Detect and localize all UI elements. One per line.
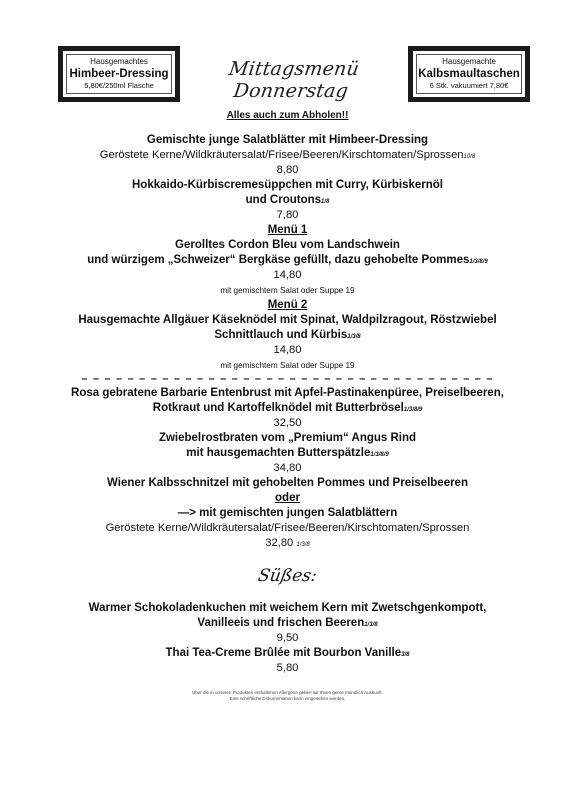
footer-line-1: Über die in unseren Produkten enthaltenen Allergene geben wir Ihnen gerne mündlich Auskunft. (192, 690, 383, 695)
roast-line-2 (0, 446, 575, 461)
menu2-allergens: 1/3/8 (347, 334, 361, 340)
soup-allergens: 1/8 (321, 199, 330, 205)
soup-price: 7,80 (276, 209, 299, 221)
roast-line-1: Zwiebelrostbraten vom „Premium“ Angus Rind (158, 432, 417, 444)
menu1-line-1: Gerolltes Cordon Bleu vom Landschwein (175, 239, 400, 251)
badge-product: Himbeer-Dressing (69, 68, 169, 80)
menu2-line-2 (0, 328, 575, 343)
menu1-allergens: 1/3/8/9 (469, 259, 488, 265)
maultaschen-badge (408, 46, 530, 102)
schnitzel-price (0, 536, 575, 551)
raspberry-dressing-badge (58, 46, 180, 102)
cake-allergens: 1/3/8 (364, 622, 378, 628)
schnitzel-allergens: 1/3/8 (296, 542, 310, 548)
badge-line: Hausgemachte (442, 57, 496, 66)
salad-description (0, 148, 575, 163)
cake-line-1: Warmer Schokoladenkuchen mit weichem Kern mit Zwetschgenkompott, (88, 602, 487, 614)
roast-allergens: 1/3/8/9 (370, 452, 389, 458)
badge-price: 6 Stk. vakuumiert 7,80€ (429, 81, 509, 90)
sweets-heading: Süßes: (256, 566, 319, 586)
footer-line-2: Eine schriftliche Dokumentation kann eingesehen werden. (229, 696, 346, 701)
menu2-price: 14,80 (273, 344, 302, 356)
schnitzel-line-1: Wiener Kalbsschnitzel mit gehobelten Pommes und Preiselbeeren (107, 477, 468, 489)
badge-price: 5,80€/250ml Flasche (84, 81, 154, 90)
salad-price: 8,80 (276, 164, 299, 176)
dashed-divider: – – – – – – – – – – – – – – – – – – – – – – – – – – – – – – – – – – – – (81, 373, 494, 385)
duck-line-1: Rosa gebratene Barbarie Entenbrust mit Apfel-Pastinakenpüree, Preiselbeeren, (71, 387, 504, 399)
creme-line-text: Thai Tea-Creme Brûlée mit Bourbon Vanille (165, 647, 402, 659)
menu2-line-2-text: Schnittlauch und Kürbis (214, 329, 348, 341)
cake-line-2-text: Vanilleeis und frischen Beeren (197, 617, 365, 629)
dessert-list (0, 601, 575, 676)
creme-price: 5,80 (276, 662, 299, 674)
duck-line-2 (0, 401, 575, 416)
soup-title-2 (0, 193, 575, 208)
menu2-note: mit gemischtem Salat oder Suppe 19 (220, 361, 355, 370)
menu-list (0, 108, 575, 551)
creme-allergens: 3/8 (401, 652, 410, 658)
pickup-note: Alles auch zum Abholen!! (226, 110, 349, 121)
menu2-label: Menü 2 (267, 299, 308, 311)
menu1-line-2-text: und würzigem „Schweizer“ Bergkäse gefüllt, dazu gehobelte Pommes (87, 254, 470, 266)
salad-allergens: 10/8 (463, 154, 476, 160)
duck-line-2-text: Rotkraut und Kartoffelknödel mit Butterbrösel (152, 402, 404, 414)
schnitzel-or: oder (275, 492, 300, 504)
menu1-price: 14,80 (273, 269, 302, 281)
allergen-footer (0, 690, 575, 702)
cake-line-2 (0, 616, 575, 631)
soup-title-2-text: und Croutons (245, 194, 322, 206)
roast-line-2-text: mit hausgemachten Butterspätzle (186, 447, 371, 459)
badge-line: Hausgemachtes (90, 57, 148, 66)
duck-allergens: 1/3/8/9 (403, 407, 423, 413)
cake-price: 9,50 (276, 632, 299, 644)
creme-line (0, 646, 575, 661)
duck-price: 32,50 (273, 417, 302, 429)
menu1-label: Menü 1 (267, 224, 308, 236)
page-title: Mittagsmenü Donnerstag (227, 58, 361, 102)
menu2-line-1: Hausgemachte Allgäuer Käseknödel mit Spinat, Waldpilzragout, Röstzwiebel (78, 314, 497, 326)
badge-product: Kalbsmaultaschen (418, 68, 520, 80)
roast-price: 34,80 (273, 462, 302, 474)
salad-desc-text: Geröstete Kerne/Wildkräutersalat/Frisee/Beeren/Kirschtomaten/Sprossen (99, 149, 464, 161)
soup-title-1: Hokkaido-Kürbiscremesüppchen mit Curry, Kürbiskernöl (132, 179, 443, 191)
salad-title: Gemischte junge Salatblätter mit Himbeer-Dressing (146, 134, 429, 146)
schnitzel-price-text: 32,80 (265, 537, 294, 549)
schnitzel-description: Geröstete Kerne/Wildkräutersalat/Frisee/Beeren/Kirschtomaten/Sprossen (105, 522, 470, 534)
menu1-line-2 (0, 253, 575, 268)
schnitzel-line-2: —> mit gemischten jungen Salatblättern (177, 507, 398, 519)
menu1-note: mit gemischtem Salat oder Suppe 19 (220, 286, 355, 295)
